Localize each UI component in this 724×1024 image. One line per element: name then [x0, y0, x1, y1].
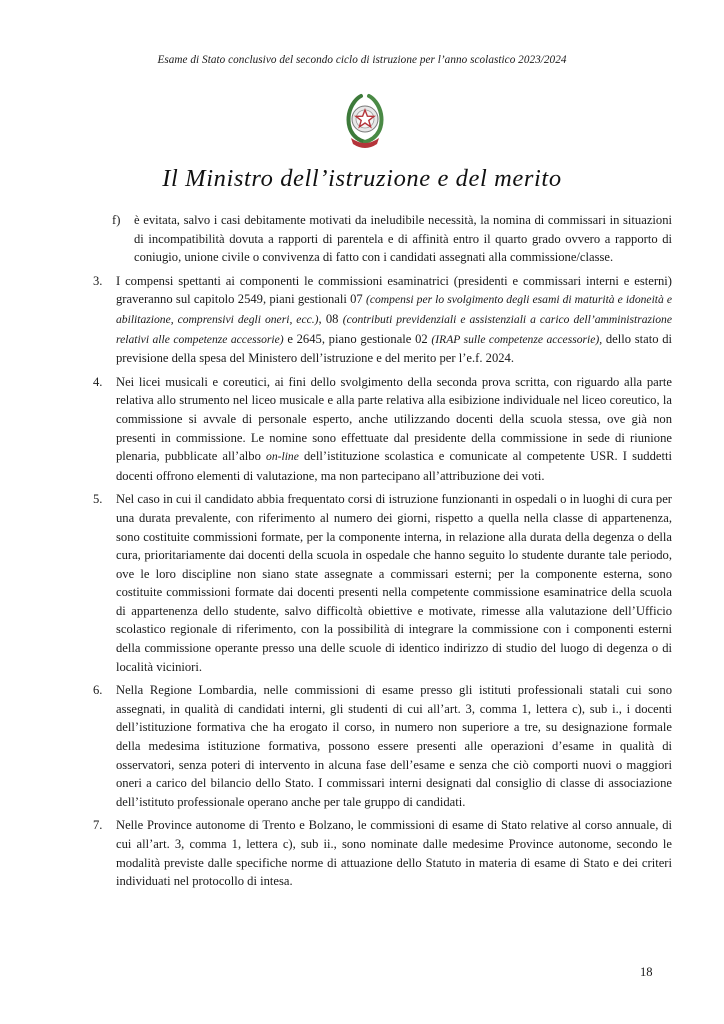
list-marker: 4. [93, 374, 103, 389]
page-number: 18 [640, 965, 653, 979]
list-marker: 3. [93, 273, 103, 288]
ministry-title: Il Ministro dell’istruzione e del merito [162, 165, 562, 192]
paragraph-text: , 08 [318, 311, 343, 326]
paragraph-italic: (compensi per lo svolgimento degli esami di maturità e idoneità e abilitazione, comprensivi degli oneri, ecc.) [116, 293, 672, 326]
list-marker: 7. [93, 818, 103, 833]
paragraph-text: Nei licei musicali e coreutici, ai fini dello svolgimento della seconda prova scritta, con riguardo alla parte relativa allo strumento nel liceo musicale e alla parte relativa alla esibizione individuale nel liceo coreutico, la commissione si avvale di personale esperto, anche utilizzando docenti della scuola stessa, ove già non presenti in commissione. Le nomine sono effettuate dal presidente della commissione in sede di riunione plenaria, pubblicate all’albo [116, 374, 672, 464]
list-item-6 [93, 681, 672, 811]
paragraph-text: è evitata, salvo i casi debitamente motivati da ineludibile necessità, la nomina di commissari in situazioni di incompatibilità dovuta a rapporti di parentela e di affinità entro il quarto grado ovvero a rapporto di coniugio, unione civile o convivenza di fatto con i candidati assegnati alla commissione/classe. [134, 213, 672, 265]
list-item-f [98, 211, 672, 267]
paragraph-text: Nelle Province autonome di Trento e Bolzano, le commissioni di esame di Stato relative al corso annuale, di cui all’art. 3, comma 1, lettera c), sub ii., sono nominate dalle medesime Province autonome, secondo le modalità previste dalle specifiche norme di attuazione dello Statuto in materia di esame di Stato e dei criteri individuati nel protocollo di intesa. [116, 818, 672, 889]
paragraph-text: e 2645, piano gestionale 02 [283, 331, 432, 346]
list-marker: 5. [93, 492, 103, 507]
list-item-5 [93, 490, 672, 676]
paragraph-text: Nel caso in cui il candidato abbia frequentato corsi di istruzione funzionanti in ospedali o in luoghi di cura per una durata prevalente, con riferimento al numero dei giorni, rispetto a quella nella classe di appartenenza, sono costituite commissioni formate, per la componente interna, in relazione alla durata della degenza o della cura, prioritariamente dai docenti della scuola in ospedale che hanno seguito lo studente durante tale periodo, ove le loro discipline non siano state assegnate a commissari esterni; per la componente esterna, sono costituite commissioni formate dai docenti presenti nella competente commissione esaminatrice della scuola di appartenenza dello studente, salvo difficoltà obiettive e motivate, rimesse alla valutazione dell’Ufficio scolastico regionale di riferimento, con la possibilità di integrare la commissione con i componenti esterni della commissione operante presso una delle scuole di identico indirizzo di studio del luogo di degenza o di località viciniori. [116, 492, 672, 674]
running-header: Esame di Stato conclusivo del secondo ciclo di istruzione per l’anno scolastico 2023/2024 [157, 54, 567, 66]
paragraph-text: I compensi spettanti ai componenti le commissioni esaminatrici (presidenti e commissari interni e esterni) graveranno sul capitolo 2549, piani gestionali 07 [116, 273, 672, 307]
list-item-7 [93, 816, 672, 890]
paragraph-text: dell’istituzione scolastica e comunicate al competente USR. I suddetti docenti offrono elementi di valutazione, ma non partecipano all’attribuzione dei voti. [116, 449, 672, 483]
paragraph-italic: (contributi previdenziali e assistenziali a carico dell’amministrazione relativi alle competenze accessorie) [116, 312, 672, 346]
italian-republic-emblem-icon [345, 92, 385, 154]
paragraph-text: Nella Regione Lombardia, nelle commissioni di esame presso gli istituti professionali statali cui sono assegnati, in qualità di candidati interni, gli studenti di cui all’art. 3, comma 1, lettera c), sub i., i docenti dell’istituzione formativa che ha erogato il corso, in numero non superiore a tre, su designazione formale della medesima istituzione formativa, possono essere presenti alle operazioni d’esame in qualità di osservatori, senza poteri di intervento in alcuna fase dell’esame e senza che ciò comporti nuovi o maggiori oneri a carico del bilancio dello Stato. I commissari interni designati dal consiglio di classe di associazione dell’istituto professionale operano anche per tale gruppo di candidati. [116, 683, 672, 809]
paragraph-italic: on-line [266, 450, 299, 464]
list-marker: 6. [93, 683, 103, 698]
paragraph-text: dello stato di previsione della spesa del Ministero dell’istruzione e del merito per l’e.f. 2024. [116, 331, 673, 366]
document-body [93, 211, 673, 896]
list-item-3 [93, 272, 673, 368]
list-marker: f) [112, 213, 121, 227]
list-item-4 [93, 373, 672, 486]
paragraph-italic: (IRAP sulle competenze accessorie), [431, 332, 603, 346]
